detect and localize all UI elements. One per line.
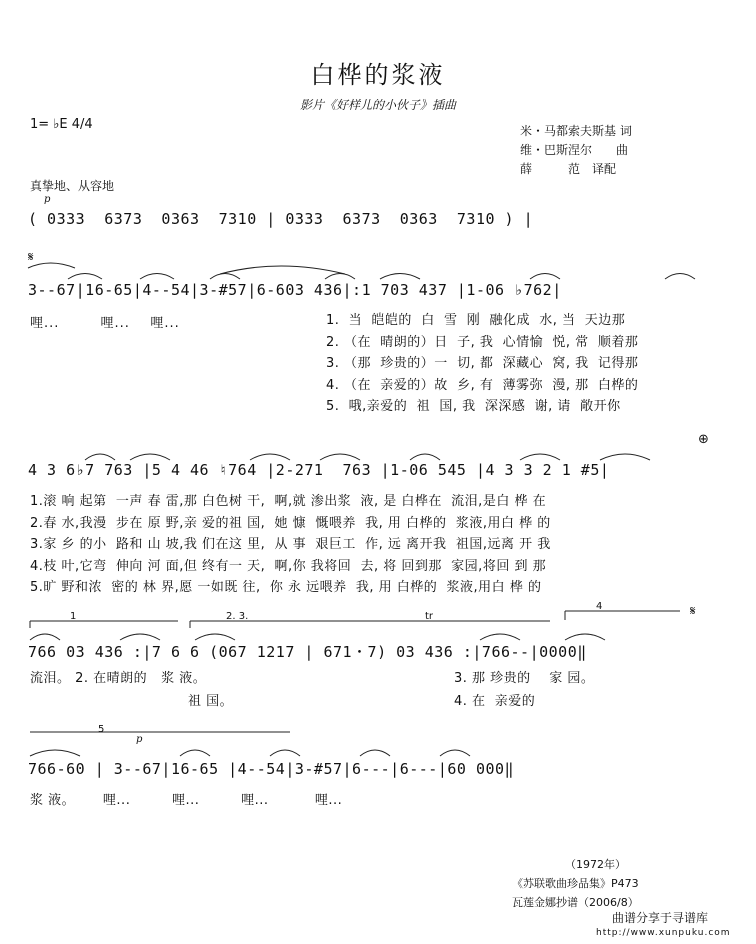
verse-a-4: 4. （在 亲爱的）故 乡, 有 薄雾弥 漫, 那 白桦的 — [326, 378, 639, 393]
line3-notes: 766 03 436 :|7 6 6 (067 1217 | 671・7) 03 436 :|766--|0000‖ — [28, 643, 587, 661]
coda-symbol: ⊕ — [698, 432, 709, 447]
verse-b-1: 1.滚 响 起第 一声 春 雷,那 白色树 干, 啊,就 渗出浆 液, 是 白桦在 流泪,是白 桦 在 — [30, 494, 547, 509]
volta-fifth: 5 — [98, 724, 105, 735]
line1-hum-lyric: 哩... 哩... 哩... — [30, 316, 180, 331]
footer-source: 《苏联歌曲珍品集》P473 — [512, 877, 639, 890]
volta-second: 2. 3. — [226, 611, 249, 622]
tempo-marking: 真挚地、从容地 — [30, 179, 115, 193]
verse-a-2: 2. （在 晴朗的）日 子, 我 心情愉 悦, 常 顺着那 — [326, 335, 639, 350]
verse-a-1: 1. 当 皑皑的 白 雪 刚 融化成 水, 当 天边那 — [326, 313, 626, 328]
intro-notes: ( 0333 6373 0363 7310 | 0333 6373 0363 7310 ) | — [28, 210, 534, 228]
verse-a-3: 3. （那 珍贵的）一 切, 都 深藏心 窝, 我 记得那 — [326, 356, 639, 371]
segno-symbol: 𝄋 — [28, 250, 34, 265]
song-title: 白桦的浆液 — [310, 61, 446, 89]
line3-lyric-d: 4. 在 亲爱的 — [454, 694, 536, 709]
verse-b-3: 3.家 乡 的小 路和 山 坡,我 们在这 里, 从 事 艰巨工 作, 远 离开我 祖国,远离 开 我 — [30, 537, 551, 552]
segno-symbol-2: 𝄋 — [690, 604, 696, 619]
verse-b-5: 5.旷 野和浓 密的 林 界,愿 一如既 往, 你 永 远喂养 我, 用 白桦的 浆液,用白 桦 的 — [30, 580, 542, 595]
line3-lyric-c: 3. 那 珍贵的 家 园。 — [454, 671, 595, 686]
line4-notes: 766-60 | 3--67|16-65 |4--54|3-#57|6---|6---|60 000‖ — [28, 760, 515, 778]
line1-notes: 3--67|16-65|4--54|3-#57|6-603 436|:1 703 437 |1-06 ♭762| — [28, 281, 562, 299]
line4-lyric: 浆 液。 哩... 哩... 哩... 哩... — [30, 793, 343, 808]
key-signature: 1= ♭E 4/4 — [30, 117, 93, 132]
lyricist-credit: 米・马都索夫斯基 词 — [520, 124, 632, 138]
dynamic-p-1: p — [44, 194, 51, 205]
watermark-url[interactable]: http://www.xunpuku.com — [596, 928, 731, 938]
dynamic-p-2: p — [136, 734, 143, 745]
line2-notes: 4 3 6♭7 763 |5 4 46 ♮764 |2-271 763 |1-06 545 |4 3 3 2 1 #5| — [28, 461, 610, 479]
translator-credit: 薛 范 译配 — [520, 162, 617, 176]
footer-year: （1972年） — [565, 858, 626, 871]
verse-b-2: 2.春 水,我漫 步在 原 野,亲 爱的祖 国, 她 慷 慨喂养 我, 用 白桦的 浆液,用白 桦 的 — [30, 516, 551, 531]
footer-copyist: 瓦莲金娜抄谱（2006/8） — [512, 896, 639, 909]
volta-fourth: 4 — [596, 601, 603, 612]
volta-first: 1 — [70, 611, 77, 622]
song-subtitle: 影片《好样儿的小伙子》插曲 — [299, 98, 456, 112]
line3-lyric-a: 流泪。 2. 在晴朗的 浆 液。 — [30, 671, 207, 686]
watermark-text: 曲谱分享于寻谱库 — [612, 911, 709, 925]
trill-mark: tr — [425, 611, 434, 622]
composer-credit: 维・巴斯涅尔 曲 — [520, 143, 629, 157]
line3-lyric-b: 祖 国。 — [188, 694, 234, 709]
verse-b-4: 4.枝 叶,它弯 伸向 河 面,但 终有一 天, 啊,你 我将回 去, 将 回到那 家园,将回 到 那 — [30, 559, 547, 574]
verse-a-5: 5. 哦,亲爱的 祖 国, 我 深深感 谢, 请 敞开你 — [326, 399, 621, 414]
